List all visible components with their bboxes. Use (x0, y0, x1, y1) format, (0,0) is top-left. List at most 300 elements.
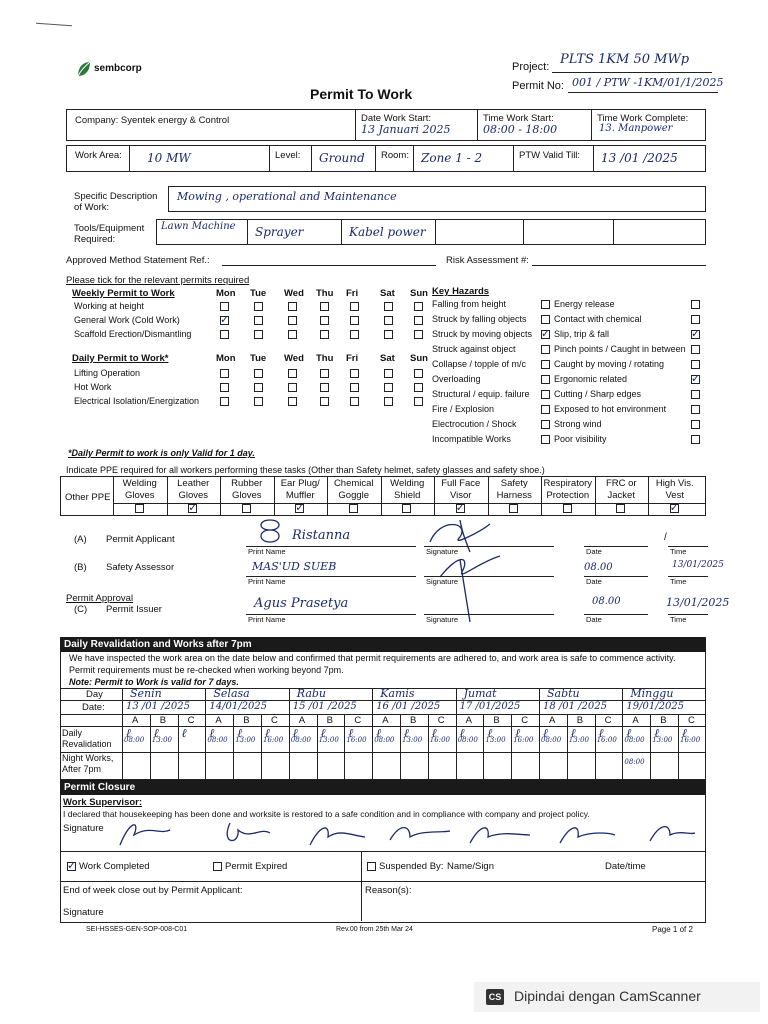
ppe-checkbox[interactable] (563, 504, 572, 513)
b-letter: (B) (74, 562, 87, 573)
a-time: / (664, 532, 667, 543)
permit-checkbox[interactable] (350, 316, 359, 325)
reval-sub-line (650, 714, 651, 780)
permit-checkbox[interactable] (288, 302, 297, 311)
reval-line-1: We have inspected the work area on the date below and confirmed that permit requirements are adhered to, and work area is safe to commence activity. (69, 653, 676, 663)
permit-no-label: Permit No: (512, 80, 564, 92)
work-supervisor: Work Supervisor: (63, 797, 143, 808)
permit-checkbox[interactable] (384, 369, 393, 378)
reval-date: 16 /01 /2025 (376, 701, 441, 712)
reval-abc: A (298, 715, 306, 726)
permit-checkbox[interactable] (254, 369, 263, 378)
check-icon: ✓ (295, 501, 305, 514)
footer-page: Page 1 of 2 (652, 925, 693, 934)
desc-label: Specific Description of Work: (74, 191, 158, 213)
day-header-weekly: Sun (410, 288, 428, 299)
reval-abc: B (576, 715, 584, 726)
reval-abc: C (187, 715, 195, 726)
hazard-checkbox[interactable] (691, 420, 700, 429)
hazard-item: Fire / Explosion (432, 404, 495, 414)
logo-text: sembcorp (94, 63, 142, 74)
ppe-instruction: Indicate PPE required for all workers performing these tasks (Other than Safety helmet, safety glasses and safety shoe.) (66, 465, 545, 475)
footer-doc: SEI-HSSES-GEN-SOP-008-C01 (86, 926, 188, 933)
reval-abc: C (354, 715, 362, 726)
reval-initial-icon: ℓ (431, 726, 437, 740)
reval-time: 13:00 (485, 736, 506, 744)
day-header-daily: Thu (316, 353, 334, 364)
permit-checkbox[interactable] (414, 302, 423, 311)
hazard-item: Ergonomic related (554, 374, 628, 384)
tools-label: Tools/Equipment Required: (74, 223, 145, 245)
reval-initial-icon: ℓ (404, 726, 409, 740)
reval-abc: A (215, 715, 222, 726)
ppe-item: Respiratory Protection (543, 478, 593, 501)
project-value: PLTS 1KM 50 MWp (560, 52, 690, 67)
reval-initial-icon: ℓ (237, 726, 243, 740)
hazard-item: Strong wind (554, 419, 602, 429)
b-label: Safety Assessor (106, 562, 175, 573)
work-area-label: Work Area: (75, 150, 122, 161)
c-time: 13/01/2025 (666, 596, 730, 609)
hazard-checkbox[interactable] (541, 435, 550, 444)
sign-caption: Date (586, 577, 602, 586)
b-time: 13/01/2025 (672, 560, 724, 570)
reval-abc: C (688, 715, 695, 726)
reval-col-line (539, 688, 540, 780)
reval-sub-line (233, 714, 234, 780)
hazard-checkbox[interactable] (541, 375, 550, 384)
name-sign: Name/Sign (447, 861, 494, 872)
reval-time: 08:00 (124, 736, 145, 744)
reval-initial-icon: ℓ (654, 726, 660, 740)
permit-row-label: Scaffold Erection/Dismantling (74, 329, 192, 339)
hazard-checkbox[interactable] (691, 360, 700, 369)
hazard-checkbox[interactable] (691, 405, 700, 414)
permit-checkbox[interactable] (350, 330, 359, 339)
permit-checkbox[interactable] (384, 330, 393, 339)
reval-col-line (205, 688, 206, 780)
b-date: 08.00 (584, 562, 613, 573)
reval-initial-icon: ℓ (209, 726, 215, 740)
date-start-label: Date Work Start: (361, 113, 432, 124)
sign-caption: Print Name (248, 547, 286, 556)
footer-rev: Rev.00 from 25th Mar 24 (336, 926, 413, 933)
hazard-checkbox[interactable] (541, 420, 550, 429)
reval-time: 13:00 (235, 736, 256, 744)
day-header-daily: Fri (346, 353, 359, 364)
valid-value: 13 /01 /2025 (601, 151, 678, 165)
ppe-checkbox[interactable] (135, 504, 144, 513)
info-row-1 (66, 109, 706, 141)
reval-abc: A (382, 715, 389, 726)
c-letter: (C) (74, 604, 88, 615)
scan-mark (36, 23, 72, 27)
desc-value: Mowing , operational and Maintenance (177, 190, 397, 203)
hazard-item: Cutting / Sharp edges (554, 389, 642, 399)
sign-caption: Print Name (248, 615, 286, 624)
date-label: Date: (82, 702, 105, 713)
reval-abc: A (632, 715, 639, 726)
reval-abc: B (243, 715, 250, 726)
closure-signatures (110, 815, 700, 855)
ppe-item: FRC or Jacket (605, 478, 637, 501)
permit-checkbox[interactable] (254, 316, 263, 325)
permit-checkbox[interactable] (220, 330, 229, 339)
permit-checkbox[interactable] (384, 383, 393, 392)
permit-checkbox[interactable] (254, 397, 263, 406)
date-start-value: 13 Januari 2025 (361, 123, 451, 136)
reval-day: Kamis (380, 687, 415, 700)
leaf-icon (76, 60, 92, 78)
day-header-daily: Wed (284, 353, 304, 364)
level-value: Ground (319, 151, 365, 165)
permit-checkbox[interactable] (384, 302, 393, 311)
reval-abc: B (493, 715, 500, 726)
reval-time: 08:00 (374, 736, 395, 744)
permit-checkbox[interactable] (288, 397, 297, 406)
reval-initial-icon: ℓ (515, 726, 521, 740)
room-value: Zone 1 - 2 (421, 151, 483, 165)
reval-sub-line (178, 714, 179, 780)
permit-checkbox[interactable] (288, 330, 297, 339)
day-header-daily: Sat (380, 353, 395, 364)
reval-sub-line (400, 714, 401, 780)
day-header-weekly: Sat (380, 288, 395, 299)
hazard-item: Electrocution / Shock (432, 419, 517, 429)
reval-initial-icon: ℓ (598, 726, 604, 740)
hazard-item: Pinch points / Caught in between (554, 344, 686, 354)
permit-checkbox[interactable] (414, 383, 423, 392)
reval-sub-line (428, 714, 429, 780)
reval-day: Rabu (296, 687, 327, 700)
time-complete-label: Time Work Complete: (597, 113, 689, 124)
reval-day: Selasa (213, 687, 250, 700)
reval-time: 08:00 (624, 736, 645, 744)
ppe-item: Full Face Visor (441, 478, 481, 501)
reval-time: 08:00 (457, 736, 478, 744)
level-label: Level: (275, 150, 301, 161)
reval-abc: C (521, 715, 529, 726)
permit-checkbox[interactable] (320, 330, 329, 339)
reval-abc: C (604, 715, 612, 726)
c-date: 08.00 (592, 596, 621, 607)
day-header-weekly: Tue (250, 288, 267, 299)
reval-col-line (456, 688, 457, 780)
tools-box (156, 219, 706, 245)
permit-row-label: Hot Work (74, 382, 112, 392)
day-header-daily: Mon (216, 353, 236, 364)
day-label: Day (86, 689, 103, 700)
hazard-checkbox[interactable] (541, 315, 550, 324)
check-icon: ✓ (691, 372, 701, 385)
permit-expired: Permit Expired (225, 861, 288, 872)
reval-abc: C (437, 715, 445, 726)
camscanner-badge (474, 982, 760, 1012)
work-area-value: 10 MW (147, 151, 191, 165)
hazard-checkbox[interactable] (691, 300, 700, 309)
camscanner-text: Dipindai dengan CamScanner (514, 988, 701, 1004)
sign-caption: Signature (426, 615, 459, 624)
hazard-checkbox[interactable] (541, 300, 550, 309)
ppe-item: Ear Plug/ Muffler (280, 478, 320, 501)
permit-checkbox[interactable] (254, 383, 263, 392)
hazard-item: Contact with chemical (554, 314, 642, 324)
c-name: Agus Prasetya (254, 596, 349, 611)
ppe-item: Welding Gloves (122, 478, 157, 501)
hazard-item: Slip, trip & fall (554, 329, 610, 339)
reval-col-line (622, 688, 623, 780)
permit-checkbox[interactable] (384, 316, 393, 325)
hazard-item: Struck by moving objects (432, 329, 533, 339)
ppe-checkbox[interactable] (242, 504, 251, 513)
permit-row-label: Electrical Isolation/Energization (74, 396, 200, 406)
reval-date: 19/01/2025 (626, 701, 685, 712)
night-label: Night Works, After 7pm (62, 753, 114, 774)
ppe-row-line (113, 503, 705, 504)
reval-initial-icon: ℓ (181, 726, 187, 740)
sign-caption: Time (670, 577, 687, 586)
date-time: Date/time (605, 861, 646, 872)
reval-time: 16:00 (513, 736, 534, 744)
reval-time: 16:00 (263, 736, 284, 744)
sembcorp-logo (76, 60, 142, 81)
applicant-initial-icon (252, 516, 288, 546)
reval-col-line (289, 688, 290, 780)
permit-checkbox[interactable] (320, 383, 329, 392)
a-letter: (A) (74, 534, 87, 545)
b-name: MAS'UD SUEB (252, 560, 337, 573)
reval-sub-line (567, 714, 568, 780)
hazard-checkbox[interactable] (541, 390, 550, 399)
check-icon: ✓ (691, 327, 701, 340)
a-name: Ristanna (292, 528, 351, 543)
reval-abc: B (326, 715, 333, 726)
weekly-title: Weekly Permit to Work (72, 288, 175, 299)
reval-abc: A (132, 715, 139, 726)
permit-checkbox[interactable] (288, 316, 297, 325)
permit-checkbox[interactable] (384, 397, 393, 406)
closure-signature-2: Signature (63, 907, 104, 918)
permit-checkbox[interactable] (254, 330, 263, 339)
permit-checkbox[interactable] (320, 397, 329, 406)
permit-checkbox[interactable] (220, 302, 229, 311)
hazard-item: Poor visibility (554, 434, 607, 444)
a-label: Permit Applicant (106, 534, 175, 545)
permit-checkbox[interactable] (350, 383, 359, 392)
hazards-title: Key Hazards (432, 286, 490, 297)
permit-expired-checkbox[interactable] (213, 862, 222, 871)
reval-initial-icon: ℓ (626, 726, 632, 740)
sign-caption: Date (586, 547, 602, 556)
reval-sub-line (261, 714, 262, 780)
check-icon: ✓ (188, 501, 198, 514)
risk-label: Risk Assessment #: (446, 255, 529, 266)
hazard-item: Structural / equip. failure (432, 389, 530, 399)
sign-caption: Date (586, 615, 602, 624)
suspended-by: Suspended By: (379, 861, 444, 872)
sign-caption: Print Name (248, 577, 286, 586)
ppe-item: Safety Harness (496, 478, 532, 501)
reasons: Reason(s): (365, 885, 412, 896)
revalidation-bar: Daily Revalidation and Works after 7pm (60, 637, 706, 652)
check-icon: ✓ (669, 501, 679, 514)
reval-initial-icon: ℓ (126, 726, 131, 740)
ppe-item: Chemical Goggle (333, 478, 374, 501)
reval-col-line (372, 688, 373, 780)
day-header-daily: Tue (250, 353, 267, 364)
ppe-checkbox[interactable] (349, 504, 358, 513)
reval-abc: B (660, 715, 667, 726)
sign-caption: Signature (426, 577, 459, 586)
reval-day: Senin (130, 687, 162, 700)
ppe-table (60, 476, 706, 516)
time-start-label: Time Work Start: (483, 113, 554, 124)
hazard-checkbox[interactable] (541, 360, 550, 369)
reval-time: 13:00 (318, 736, 339, 744)
ppe-item: Welding Shield (390, 478, 425, 501)
check-icon: ✓ (220, 313, 230, 326)
permit-checkbox[interactable] (414, 330, 423, 339)
hazard-checkbox[interactable] (691, 390, 700, 399)
hazard-checkbox[interactable] (691, 315, 700, 324)
c-label: Permit Issuer (106, 604, 162, 615)
night-time: 08:00 (624, 758, 645, 766)
closure-declare: I declared that housekeeping has been done and worksite is restored to a safe condition and in compliance with company and project policy. (63, 809, 590, 819)
reval-time: 16:00 (429, 736, 450, 744)
permits-instruction: Please tick for the relevant permits required (66, 275, 250, 286)
hazard-checkbox[interactable] (691, 435, 700, 444)
daily-note: *Daily Permit to work is only Valid for 1 day. (68, 448, 255, 458)
reval-row-line (60, 752, 706, 753)
reval-sub-line (317, 714, 318, 780)
hazard-item: Overloading (432, 374, 481, 384)
reval-day: Sabtu (547, 687, 580, 700)
other-ppe: Other PPE (65, 492, 111, 503)
reval-line-2: Permit requirements must be re-checked when working beyond 7pm. (69, 665, 344, 675)
work-completed: Work Completed (79, 861, 150, 872)
permit-checkbox[interactable] (414, 369, 423, 378)
hazard-item: Exposed to hot environment (554, 404, 667, 414)
approved-label: Approved Method Statement Ref.: (66, 255, 210, 266)
permit-checkbox[interactable] (350, 397, 359, 406)
day-header-weekly: Wed (284, 288, 304, 299)
hazard-checkbox[interactable] (541, 345, 550, 354)
hazard-checkbox[interactable] (691, 345, 700, 354)
reval-time: 13:00 (402, 736, 423, 744)
reval-initial-icon: ℓ (682, 726, 687, 740)
end-week: End of week close out by Permit Applicant: (63, 885, 243, 896)
permit-checkbox[interactable] (320, 302, 329, 311)
permit-checkbox[interactable] (288, 383, 297, 392)
reval-time: 16:00 (680, 736, 701, 744)
hazard-item: Falling from height (432, 299, 507, 309)
permit-checkbox[interactable] (220, 397, 229, 406)
daily-label: Daily Revalidation (62, 728, 112, 749)
tool-1: Lawn Machine (161, 221, 236, 232)
sign-caption: Time (670, 615, 687, 624)
reval-date: 13 /01 /2025 (126, 701, 190, 712)
reval-abc: B (159, 715, 167, 726)
valid-label: PTW Valid Till: (519, 150, 581, 161)
reval-sub-line (511, 714, 512, 780)
permit-checkbox[interactable] (350, 369, 359, 378)
permit-checkbox[interactable] (320, 316, 329, 325)
reval-time: 13:00 (568, 736, 589, 744)
sign-caption: Signature (426, 547, 459, 556)
room-label: Room: (381, 150, 409, 161)
permit-row-label: General Work (Cold Work) (74, 315, 180, 325)
sign-caption: Time (670, 547, 687, 556)
day-header-daily: Sun (410, 353, 428, 364)
hazard-item: Caught by moving / rotating (554, 359, 665, 369)
reval-date: 15 /01 /2025 (292, 701, 357, 712)
ppe-item: High Vis. Vest (655, 478, 694, 501)
reval-sub-line (678, 714, 679, 780)
permit-checkbox[interactable] (414, 316, 423, 325)
reval-initial-icon: ℓ (320, 726, 326, 740)
permit-checkbox[interactable] (220, 369, 229, 378)
reval-time: 08:00 (290, 736, 311, 744)
reval-sub-line (483, 714, 484, 780)
reval-initial-icon: ℓ (265, 726, 270, 740)
closure-signature: Signature (63, 823, 104, 834)
reval-date: 14/01/2025 (209, 701, 268, 712)
reval-time: 08:00 (541, 736, 562, 744)
permit-no-value: 001 / PTW -1KM/01/1/2025 (572, 76, 724, 89)
page-title: Permit To Work (310, 86, 413, 102)
suspended-checkbox[interactable] (367, 862, 376, 871)
reval-time: 08:00 (207, 736, 228, 744)
permit-checkbox[interactable] (254, 302, 263, 311)
reval-time: 13:00 (652, 736, 673, 744)
hazard-item: Struck by falling objects (432, 314, 527, 324)
hazard-item: Collapse / topple of m/c (432, 359, 527, 369)
permit-checkbox[interactable] (320, 369, 329, 378)
time-complete-value: 13. Manpower (599, 123, 673, 134)
permit-checkbox[interactable] (220, 383, 229, 392)
day-header-weekly: Thu (316, 288, 334, 299)
hazard-checkbox[interactable] (541, 405, 550, 414)
reval-initial-icon: ℓ (292, 726, 298, 740)
reval-time: 16:00 (596, 736, 617, 744)
reval-abc: A (465, 715, 472, 726)
hazard-item: Struck against object (432, 344, 516, 354)
tool-3: Kabel power (349, 225, 426, 239)
reval-initial-icon: ℓ (570, 726, 576, 740)
permit-checkbox[interactable] (288, 369, 297, 378)
reval-abc: C (271, 715, 278, 726)
reval-initial-icon: ℓ (459, 726, 465, 740)
hazard-item: Energy release (554, 299, 615, 309)
permit-row-label: Lifting Operation (74, 368, 141, 378)
permit-checkbox[interactable] (414, 397, 423, 406)
reval-day: Jumat (463, 687, 497, 700)
project-label: Project: (512, 61, 550, 73)
ppe-item: Leather Gloves (177, 478, 210, 501)
reval-day: Minggu (630, 687, 674, 700)
reval-initial-icon: ℓ (487, 726, 493, 740)
permit-checkbox[interactable] (350, 302, 359, 311)
reval-initial-icon: ℓ (153, 726, 159, 740)
ppe-checkbox[interactable] (616, 504, 625, 513)
company: Company: Syentek energy & Control (75, 115, 230, 126)
approval-title: Permit Approval (66, 593, 134, 604)
reval-time: 16:00 (346, 736, 367, 744)
reval-date: 17 /01/2025 (459, 701, 521, 712)
reval-col-line (122, 688, 123, 780)
time-start-value: 08:00 - 18:00 (483, 123, 558, 136)
reval-line-3: Note: Permit to Work is valid for 7 days. (69, 677, 239, 687)
